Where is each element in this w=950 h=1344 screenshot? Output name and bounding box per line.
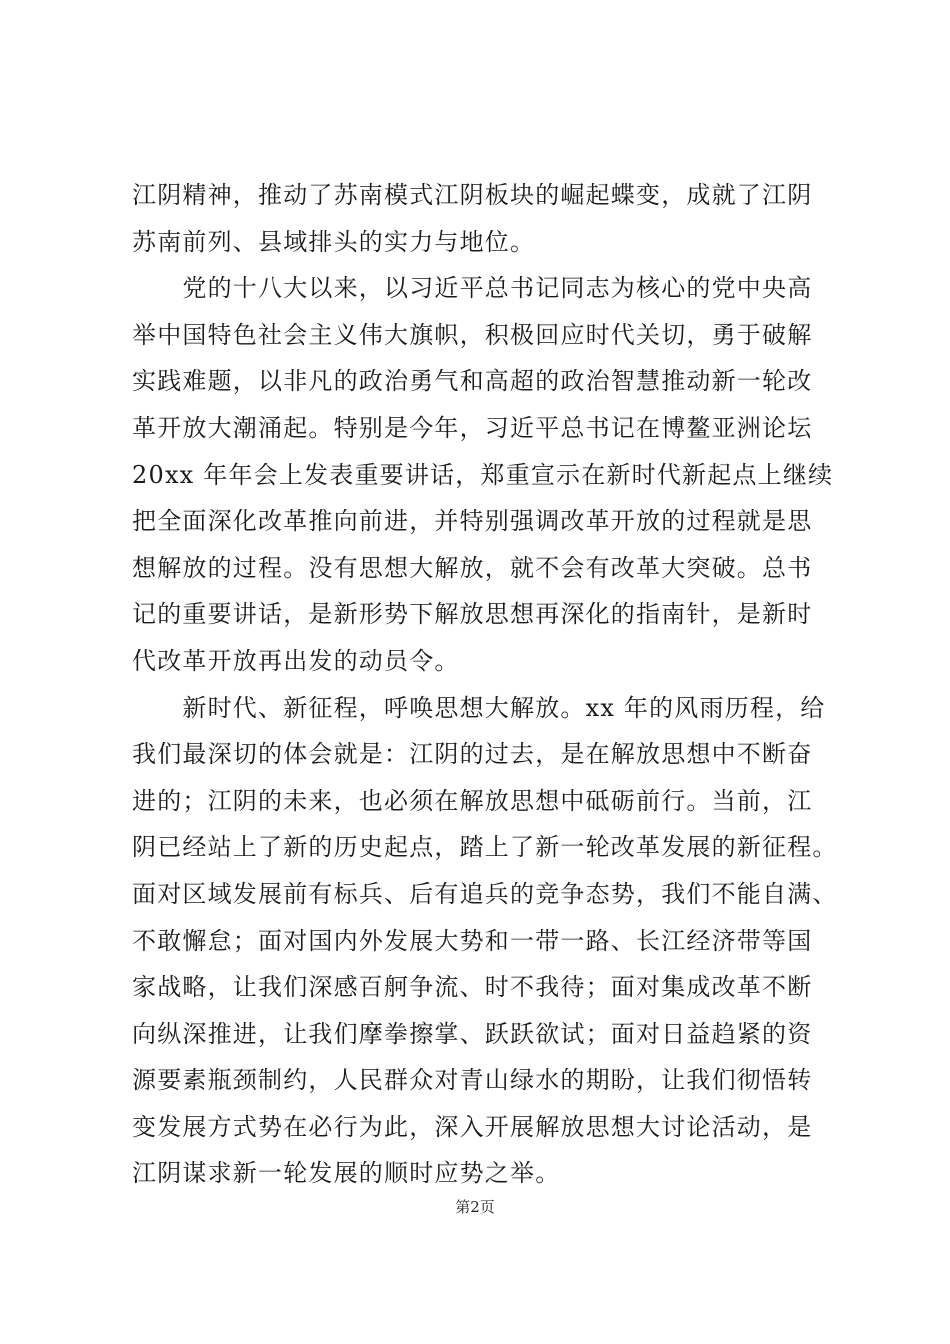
text-line: 家战略，让我们深感百舸争流、时不我待；面对集成改革不断 [132,973,813,1002]
text-line: 向纵深推进，让我们摩拳擦掌、跃跃欲试；面对日益趋紧的资 [132,1019,813,1048]
text-line: 把全面深化改革推向前进，并特别强调改革开放的过程就是思 [132,507,813,536]
text-line: 记的重要讲话，是新形势下解放思想再深化的指南针，是新时 [132,600,813,629]
text-line: 我们最深切的体会就是：江阴的过去，是在解放思想中不断奋 [132,740,813,769]
paragraph-start-line: 党的十八大以来，以习近平总书记同志为核心的党中央高 [132,274,813,303]
text-line: 代改革开放再出发的动员令。 [132,646,460,675]
text-line: 江阴谋求新一轮发展的顺时应势之举。 [132,1159,561,1188]
text-line: 想解放的过程。没有思想大解放，就不会有改革大突破。总书 [132,553,813,582]
text-line: 苏南前列、县域排头的实力与地位。 [132,227,536,256]
page-number: 第2页 [455,1198,495,1216]
text-line: 阴已经站上了新的历史起点，踏上了新一轮改革发展的新征程。 [132,833,838,862]
text-line: 变发展方式势在必行为此，深入开展解放思想大讨论活动，是 [132,1112,813,1141]
text-line: 源要素瓶颈制约，人民群众对青山绿水的期盼，让我们彻悟转 [132,1066,813,1095]
paragraph-start-line: 新时代、新征程，呼唤思想大解放。xx 年的风雨历程，给 [132,693,826,722]
text-line: 举中国特色社会主义伟大旗帜，积极回应时代关切，勇于破解 [132,320,813,349]
text-line: 江阴精神，推动了苏南模式江阴板块的崛起蝶变，成就了江阴 [132,181,813,209]
text-line: 20xx 年年会上发表重要讲话，郑重宣示在新时代新起点上继续 [132,460,834,489]
text-line: 不敢懈怠；面对国内外发展大势和一带一路、长江经济带等国 [132,926,813,955]
document-body [132,172,838,1197]
text-line: 面对区域发展前有标兵、后有追兵的竞争态势，我们不能自满、 [132,879,838,908]
text-line: 进的；江阴的未来，也必须在解放思想中砥砺前行。当前，江 [132,786,813,815]
text-line: 革开放大潮涌起。特别是今年，习近平总书记在博鳌亚洲论坛 [132,413,813,442]
text-line: 实践难题，以非凡的政治勇气和高超的政治智慧推动新一轮改 [132,367,813,396]
